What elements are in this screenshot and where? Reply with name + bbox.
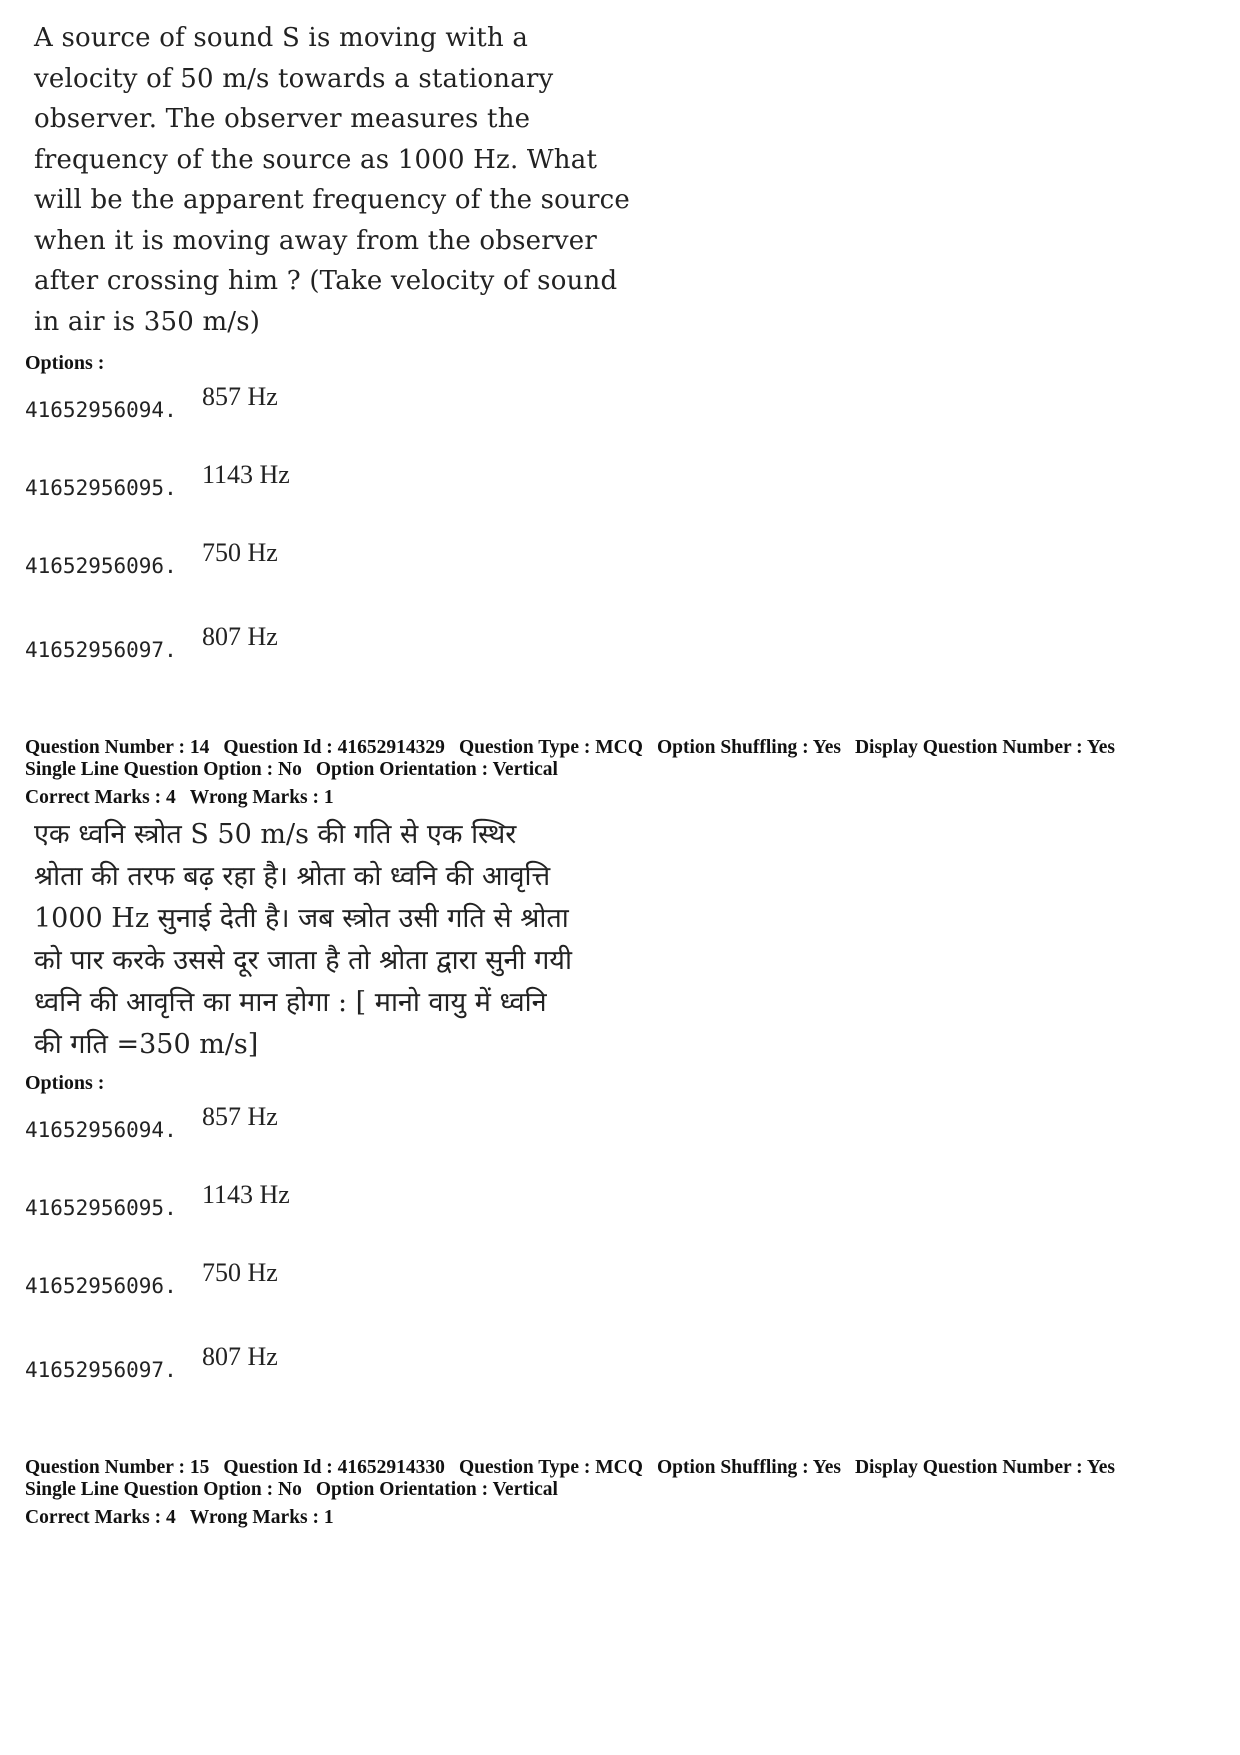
question-type: Question Type : MCQ <box>458 737 643 758</box>
question-text-line: एक ध्वनि स्त्रोत S 50 m/s की गति से एक स्थिर <box>34 819 517 850</box>
option-value: 857 Hz <box>202 382 278 411</box>
option-value: 1143 Hz <box>202 1180 290 1209</box>
question-text-line: will be the apparent frequency of the source <box>34 185 630 215</box>
option-id: 41652956094. <box>25 1118 177 1142</box>
option-id: 41652956096. <box>25 1274 177 1298</box>
option-value: 1143 Hz <box>202 460 290 489</box>
question-text-line: ध्वनि की आवृत्ति का मान होगा : [ मानो वायु में ध्वनि <box>34 987 547 1018</box>
single-line-option: Single Line Question Option : No <box>25 759 302 780</box>
question-type: Question Type : MCQ <box>458 1457 643 1478</box>
option-id: 41652956095. <box>25 1196 177 1220</box>
options-label: Options : <box>25 1072 105 1094</box>
question-text-line: को पार करके उससे दूर जाता है तो श्रोता द्वारा सुनी गयी <box>34 945 572 976</box>
option-id: 41652956097. <box>25 638 177 662</box>
single-line-option: Single Line Question Option : No <box>25 1479 302 1500</box>
question-number: Question Number : 14 <box>25 737 210 758</box>
question-text-line: observer. The observer measures the <box>34 104 531 134</box>
display-question-number: Display Question Number : Yes <box>854 1457 1115 1478</box>
option-value: 750 Hz <box>202 538 278 567</box>
question-14-text <box>34 814 572 1066</box>
question-id: Question Id : 41652914330 <box>223 1457 445 1478</box>
question-text-line: in air is 350 m/s) <box>34 306 261 337</box>
option-id: 41652956097. <box>25 1358 177 1382</box>
question-id: Question Id : 41652914329 <box>223 737 445 758</box>
option-id: 41652956094. <box>25 398 177 422</box>
question-meta-line-1 <box>25 737 1129 759</box>
wrong-marks: Wrong Marks : 1 <box>189 787 334 808</box>
question-text-line: velocity of 50 m/s towards a stationary <box>34 63 554 94</box>
option-value: 807 Hz <box>202 622 278 651</box>
question-text-line: श्रोता की तरफ बढ़ रहा है। श्रोता को ध्वनि की आवृत्ति <box>34 861 551 892</box>
correct-marks: Correct Marks : 4 <box>25 787 176 808</box>
option-shuffling: Option Shuffling : Yes <box>656 1457 841 1478</box>
option-value: 750 Hz <box>202 1258 278 1287</box>
question-text-line: की गति =350 m/s] <box>34 1029 259 1060</box>
question-marks <box>25 787 348 809</box>
options-label: Options : <box>25 352 105 374</box>
question-meta-line-2 <box>25 1479 572 1501</box>
correct-marks: Correct Marks : 4 <box>25 1507 176 1528</box>
question-text-line: 1000 Hz सुनाई देती है। जब स्त्रोत उसी गति से श्रोता <box>34 903 569 934</box>
question-text-line: frequency of the source as 1000 Hz. What <box>34 144 598 175</box>
question-text-line: A source of sound S is moving with a <box>34 23 529 53</box>
option-value: 857 Hz <box>202 1102 278 1131</box>
question-marks <box>25 1507 348 1529</box>
question-13-text <box>34 18 630 342</box>
option-shuffling: Option Shuffling : Yes <box>656 737 841 758</box>
display-question-number: Display Question Number : Yes <box>854 737 1115 758</box>
option-orientation: Option Orientation : Vertical <box>315 1479 558 1500</box>
option-id: 41652956096. <box>25 554 177 578</box>
option-value: 807 Hz <box>202 1342 278 1371</box>
question-text-line: after crossing him ? (Take velocity of sound <box>34 266 618 296</box>
question-meta-line-2 <box>25 759 572 781</box>
question-text-line: when it is moving away from the observer <box>34 225 597 256</box>
option-id: 41652956095. <box>25 476 177 500</box>
question-number: Question Number : 15 <box>25 1457 210 1478</box>
option-orientation: Option Orientation : Vertical <box>315 759 558 780</box>
wrong-marks: Wrong Marks : 1 <box>189 1507 334 1528</box>
question-meta-line-1 <box>25 1457 1129 1479</box>
